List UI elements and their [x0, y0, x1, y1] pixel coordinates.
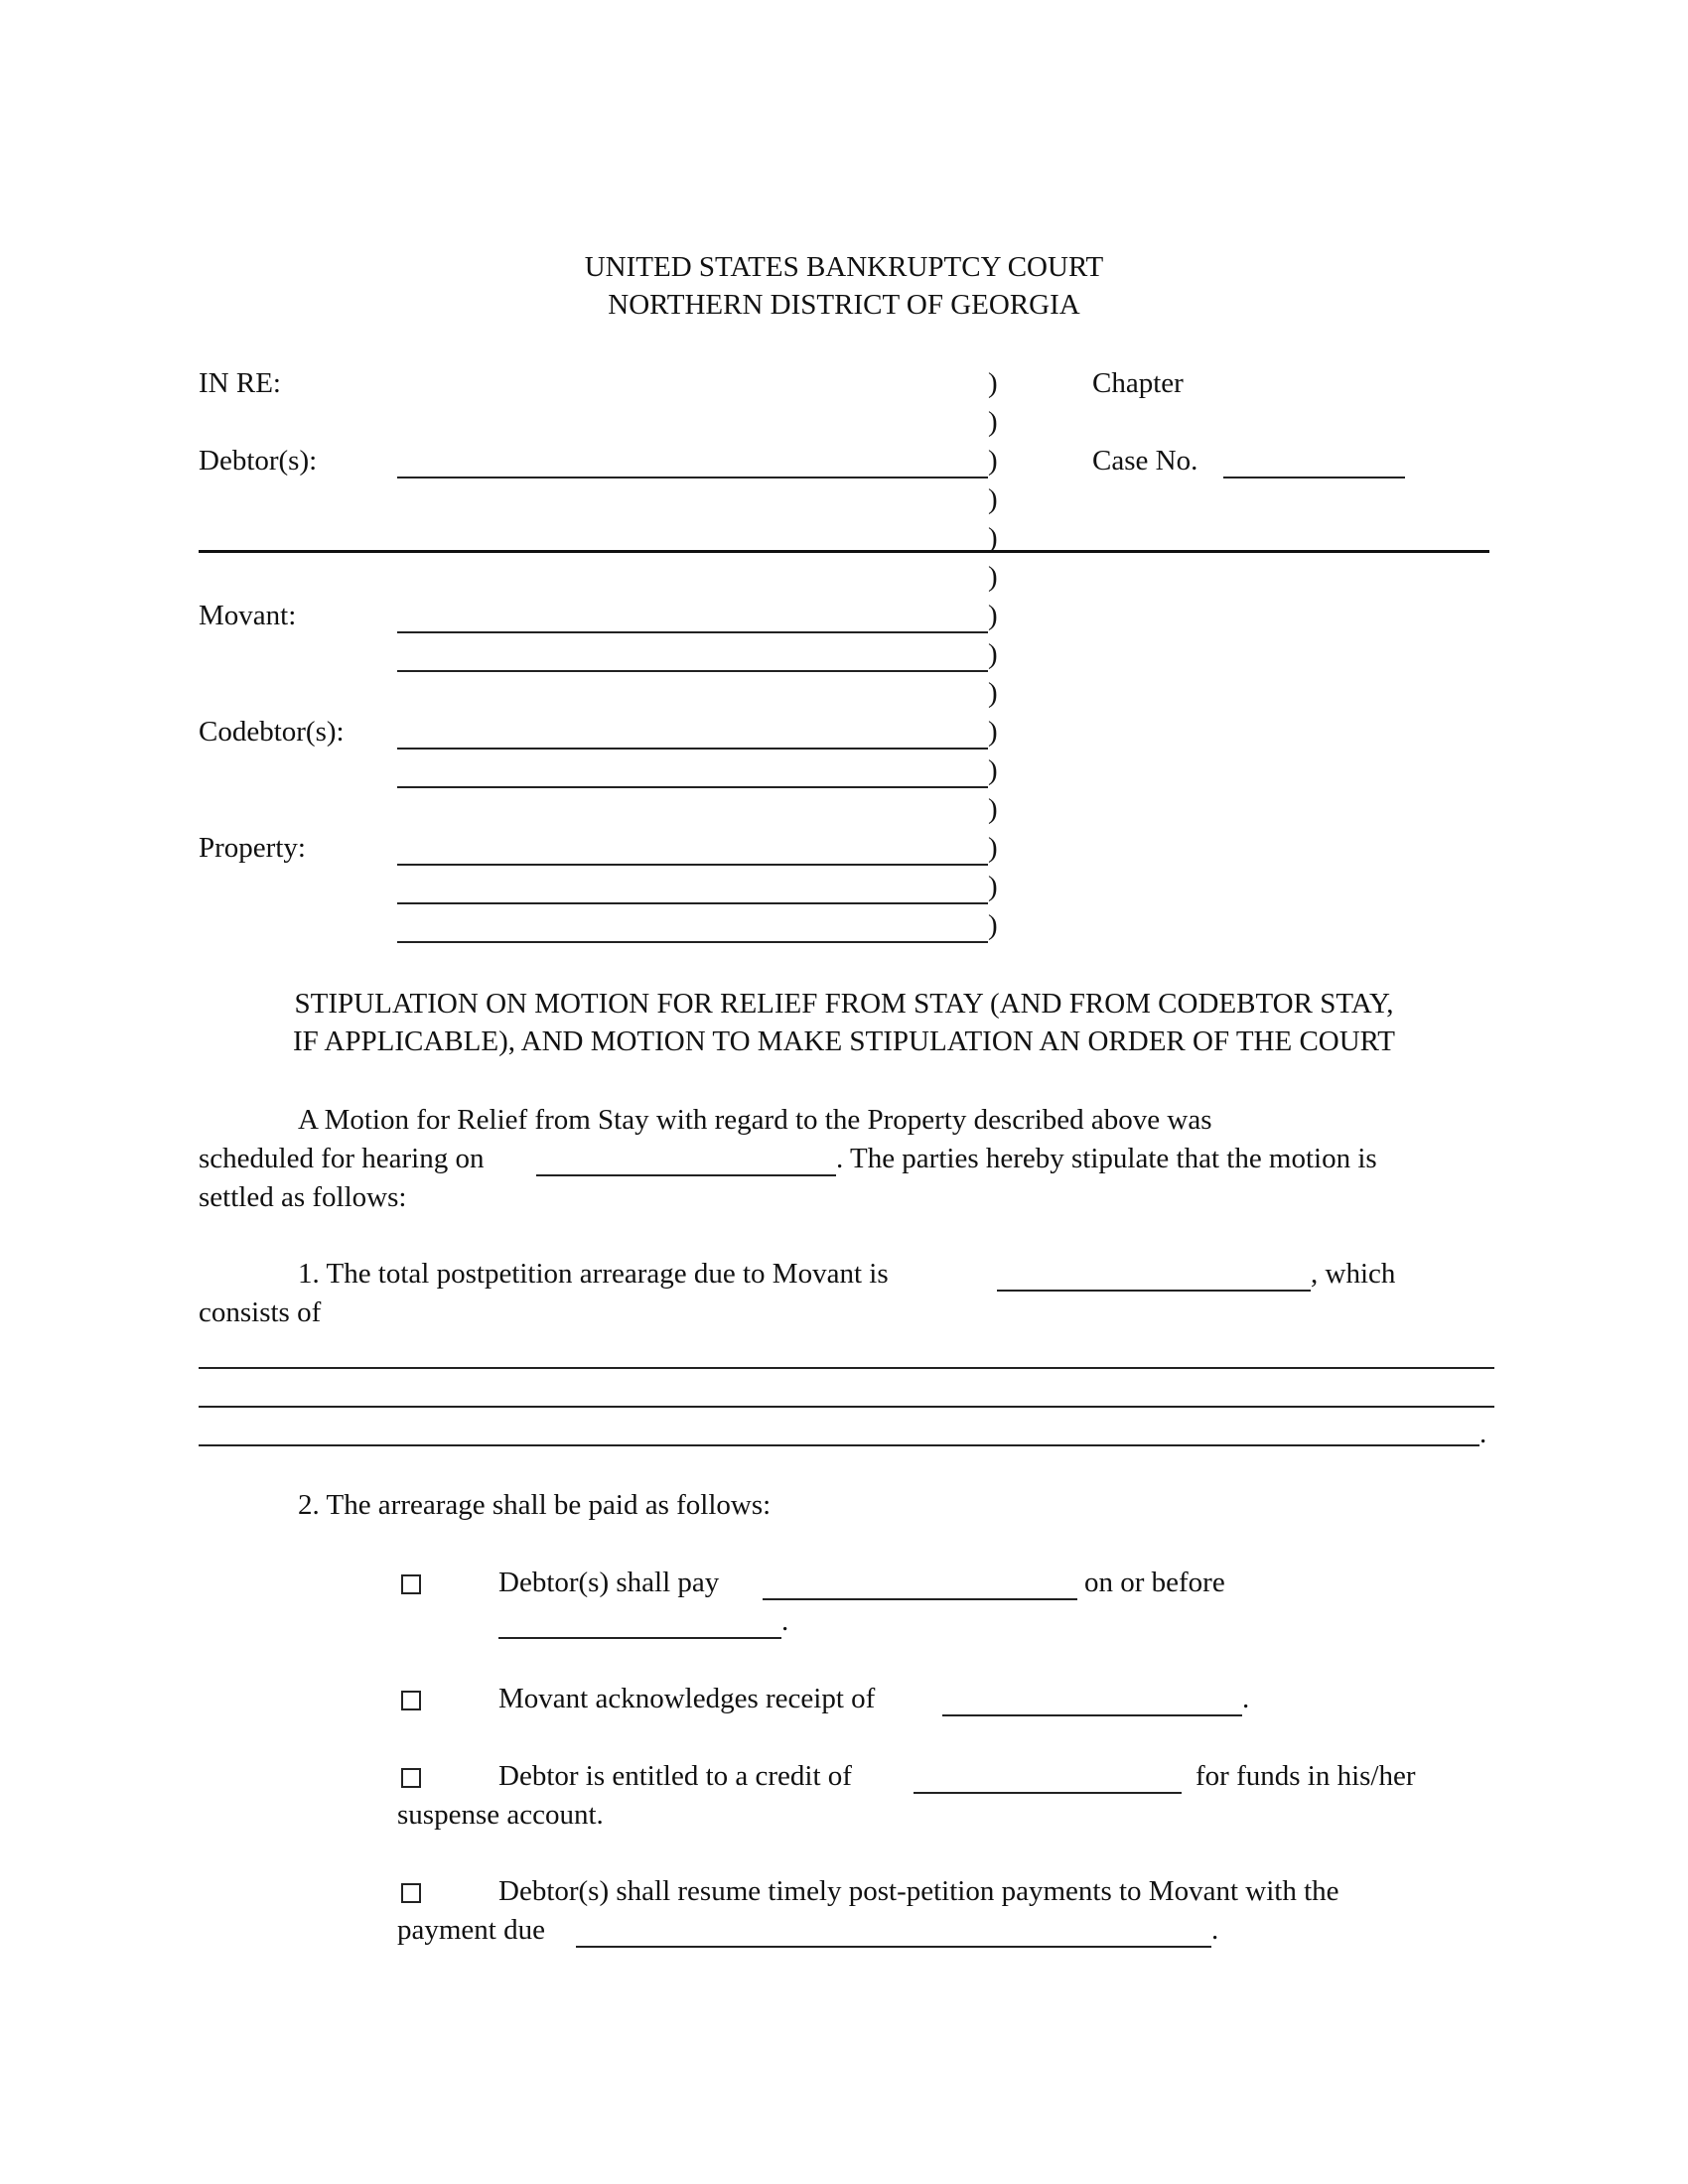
caption-paren: ) [988, 445, 998, 477]
credit-option-text-a: Debtor is entitled to a credit of [498, 1760, 852, 1792]
caption-paren: ) [988, 600, 998, 631]
caption-paren: ) [988, 483, 998, 515]
credit-amount-field[interactable] [914, 1792, 1182, 1794]
caption-paren: ) [988, 716, 998, 748]
property-field-1[interactable] [397, 864, 988, 866]
codebtor-field-1[interactable] [397, 748, 988, 750]
caption-paren: ) [988, 909, 998, 941]
district-name: NORTHERN DISTRICT OF GEORGIA [608, 289, 1080, 321]
receipt-amount-field[interactable] [942, 1714, 1242, 1716]
intro-line-2a: scheduled for hearing on [199, 1143, 485, 1174]
pay-option-checkbox[interactable] [401, 1574, 421, 1594]
court-name: UNITED STATES BANKRUPTCY COURT [584, 251, 1104, 283]
debtor-name-field[interactable] [397, 477, 988, 478]
caption-paren: ) [988, 677, 998, 709]
arrearage-detail-field-3[interactable] [199, 1444, 1479, 1446]
resume-date-field[interactable] [576, 1946, 1211, 1948]
document-title-line-1: STIPULATION ON MOTION FOR RELIEF FROM STAY (AND FROM CODEBTOR STAY, [294, 988, 1394, 1020]
pay-date-field[interactable] [498, 1637, 781, 1639]
receipt-option-text: Movant acknowledges receipt of [498, 1683, 876, 1714]
pay-amount-field[interactable] [763, 1598, 1077, 1600]
item2-heading: 2. The arrearage shall be paid as follows: [298, 1489, 772, 1521]
pay-option-text-a: Debtor(s) shall pay [498, 1567, 720, 1598]
property-field-2[interactable] [397, 902, 988, 904]
movant-field-1[interactable] [397, 631, 988, 633]
caption-paren: ) [988, 367, 998, 399]
caption-paren: ) [988, 793, 998, 825]
credit-option-checkbox[interactable] [401, 1768, 421, 1788]
item1-text-c: consists of [199, 1297, 322, 1328]
property-field-3[interactable] [397, 941, 988, 943]
arrearage-detail-field-1[interactable] [199, 1367, 1494, 1369]
resume-option-text-b: payment due [397, 1914, 545, 1946]
movant-field-2[interactable] [397, 670, 988, 672]
receipt-option-period: . [1242, 1683, 1250, 1714]
hearing-date-field[interactable] [536, 1174, 836, 1176]
pay-option-text-b: on or before [1084, 1567, 1225, 1598]
in-re-label: IN RE: [199, 367, 281, 399]
credit-option-text-b: for funds in his/her [1196, 1760, 1416, 1792]
intro-line-2b: . The parties hereby stipulate that the motion is [836, 1143, 1377, 1174]
resume-option-text-a: Debtor(s) shall resume timely post-petition payments to Movant with the [498, 1875, 1339, 1907]
caption-divider [199, 550, 1489, 553]
item1-text-b: , which [1311, 1258, 1396, 1290]
case-no-field[interactable] [1223, 477, 1405, 478]
caption-paren: ) [988, 406, 998, 438]
chapter-label: Chapter [1092, 367, 1184, 399]
credit-option-text-c: suspense account. [397, 1799, 604, 1831]
caption-paren: ) [988, 561, 998, 593]
property-label: Property: [199, 832, 306, 864]
arrearage-detail-field-2[interactable] [199, 1406, 1494, 1408]
item1-text-a: 1. The total postpetition arrearage due to Movant is [298, 1258, 889, 1290]
codebtor-field-2[interactable] [397, 786, 988, 788]
caption-paren: ) [988, 638, 998, 670]
case-no-label: Case No. [1092, 445, 1198, 477]
item1-period: . [1479, 1418, 1487, 1449]
caption-paren: ) [988, 871, 998, 902]
receipt-option-checkbox[interactable] [401, 1691, 421, 1710]
arrearage-amount-field[interactable] [997, 1290, 1311, 1292]
caption-paren: ) [988, 832, 998, 864]
pay-option-period: . [781, 1605, 789, 1637]
debtor-label: Debtor(s): [199, 445, 318, 477]
caption-paren: ) [988, 522, 998, 554]
resume-option-checkbox[interactable] [401, 1883, 421, 1903]
codebtor-label: Codebtor(s): [199, 716, 345, 748]
resume-option-period: . [1211, 1914, 1219, 1946]
intro-line-1: A Motion for Relief from Stay with regard to the Property described above was [298, 1104, 1212, 1136]
caption-paren: ) [988, 754, 998, 786]
document-title-line-2: IF APPLICABLE), AND MOTION TO MAKE STIPULATION AN ORDER OF THE COURT [293, 1025, 1395, 1057]
movant-label: Movant: [199, 600, 297, 631]
intro-line-3: settled as follows: [199, 1181, 407, 1213]
